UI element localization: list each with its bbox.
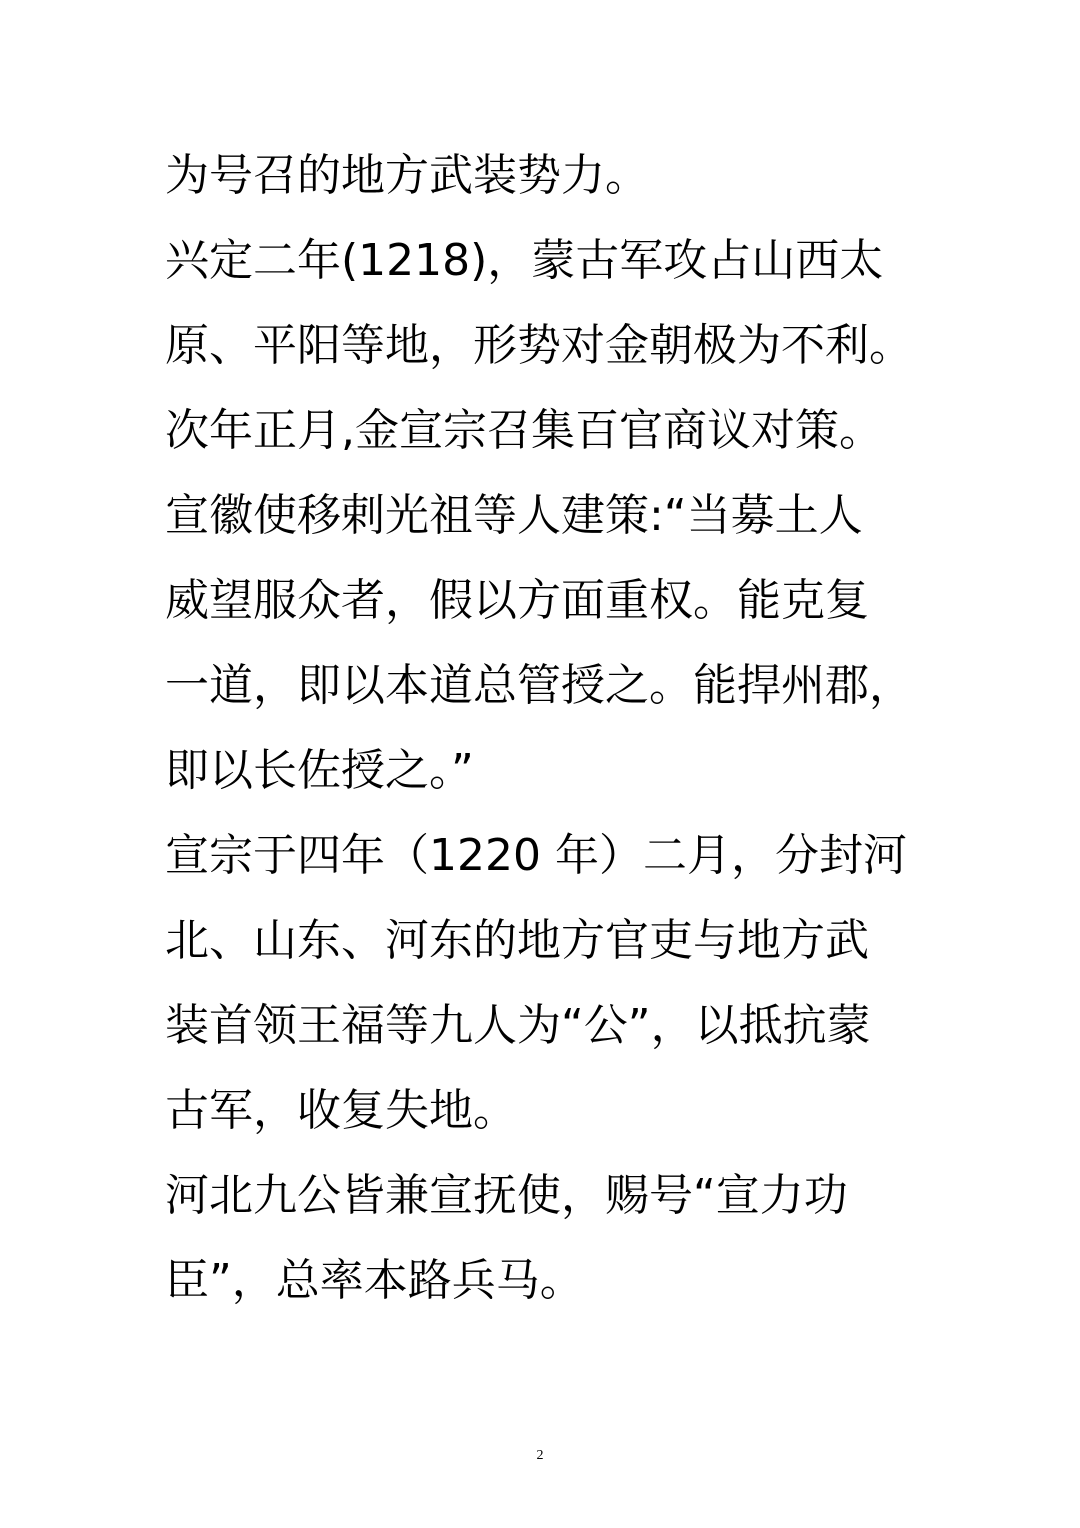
text-line: 宣徽使移剌光祖等人建策:“当募土人 bbox=[165, 490, 863, 541]
text-line: 北、山东、河东的地方官吏与地方武 bbox=[165, 915, 869, 966]
text-line: 装首领王福等九人为“公”，以抵抗蒙 bbox=[165, 1000, 871, 1051]
text-line: 为号召的地方武装势力。 bbox=[165, 150, 649, 201]
text-line: 原、平阳等地，形势对金朝极为不利。 bbox=[165, 320, 913, 371]
document-body bbox=[165, 145, 925, 1335]
text-line: 臣”，总率本路兵马。 bbox=[165, 1255, 584, 1306]
text-line: 次年正月,金宣宗召集百官商议对策。 bbox=[165, 405, 883, 456]
text-line: 一道，即以本道总管授之。能捍州郡， bbox=[165, 660, 913, 711]
text-line: 兴定二年(1218)，蒙古军攻占山西太 bbox=[165, 235, 884, 286]
text-line: 河北九公皆兼宣抚使，赐号“宣力功 bbox=[165, 1170, 848, 1221]
page-number: 2 bbox=[536, 1448, 544, 1463]
text-line: 宣宗于四年（1220 年）二月，分封河 bbox=[165, 830, 907, 881]
text-line: 古军，收复失地。 bbox=[165, 1085, 517, 1136]
text-line: 即以长佐授之。” bbox=[165, 745, 474, 796]
text-line: 威望服众者，假以方面重权。能克复 bbox=[165, 575, 869, 626]
